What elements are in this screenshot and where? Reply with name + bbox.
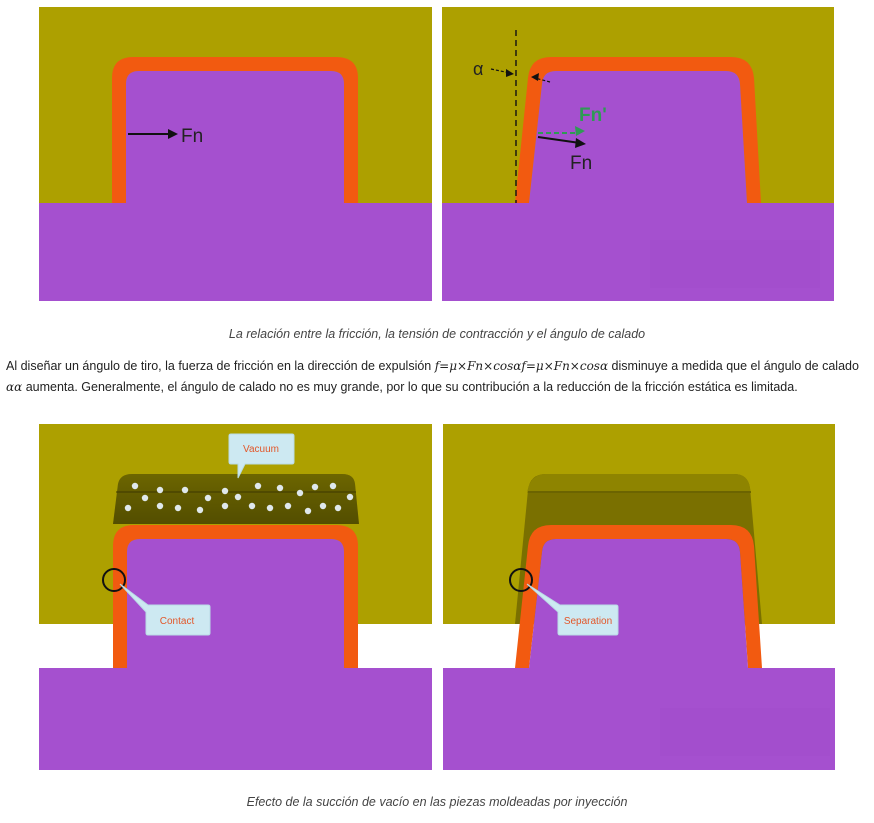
formula-alpha: αα bbox=[6, 380, 23, 394]
angle-label-alpha: α bbox=[473, 59, 484, 79]
formula-friction-repeat: f=μ×Fn×cosα bbox=[521, 359, 609, 373]
paragraph-text-1: Al diseñar un ángulo de tiro, la fuerza de fricción en la dirección de expulsión bbox=[6, 359, 435, 373]
force-label-fn: Fn bbox=[181, 126, 204, 147]
figure-friction-angle bbox=[0, 0, 874, 318]
vacuum-label: Vacuum bbox=[243, 444, 279, 455]
separation-label: Separation bbox=[563, 616, 613, 627]
panel-vacuum-contact bbox=[39, 424, 432, 770]
panel-no-draft bbox=[39, 7, 432, 301]
panel-separation bbox=[443, 424, 835, 770]
body-paragraph bbox=[6, 356, 868, 398]
force-label-fn: Fn bbox=[570, 153, 593, 174]
contact-label: Contact bbox=[159, 616, 195, 627]
figure-caption-1: La relación entre la fricción, la tensión de contracción y el ángulo de calado bbox=[228, 327, 646, 341]
paragraph-text-3: aumenta. Generalmente, el ángulo de calado no es muy grande, por lo que su contribución a la reducción de la fricción estática es limitada. bbox=[22, 380, 798, 394]
paragraph-text-2: disminuye a medida que el ángulo de calado bbox=[608, 359, 859, 373]
figure-caption-2: Efecto de la succión de vacío en las piezas moldeadas por inyección bbox=[246, 795, 628, 809]
panel-with-draft bbox=[442, 7, 834, 301]
force-label-fn-prime: Fn' bbox=[579, 105, 607, 126]
figure-vacuum-suction bbox=[0, 418, 874, 778]
formula-friction: f=μ×Fn×cosα bbox=[434, 359, 522, 373]
